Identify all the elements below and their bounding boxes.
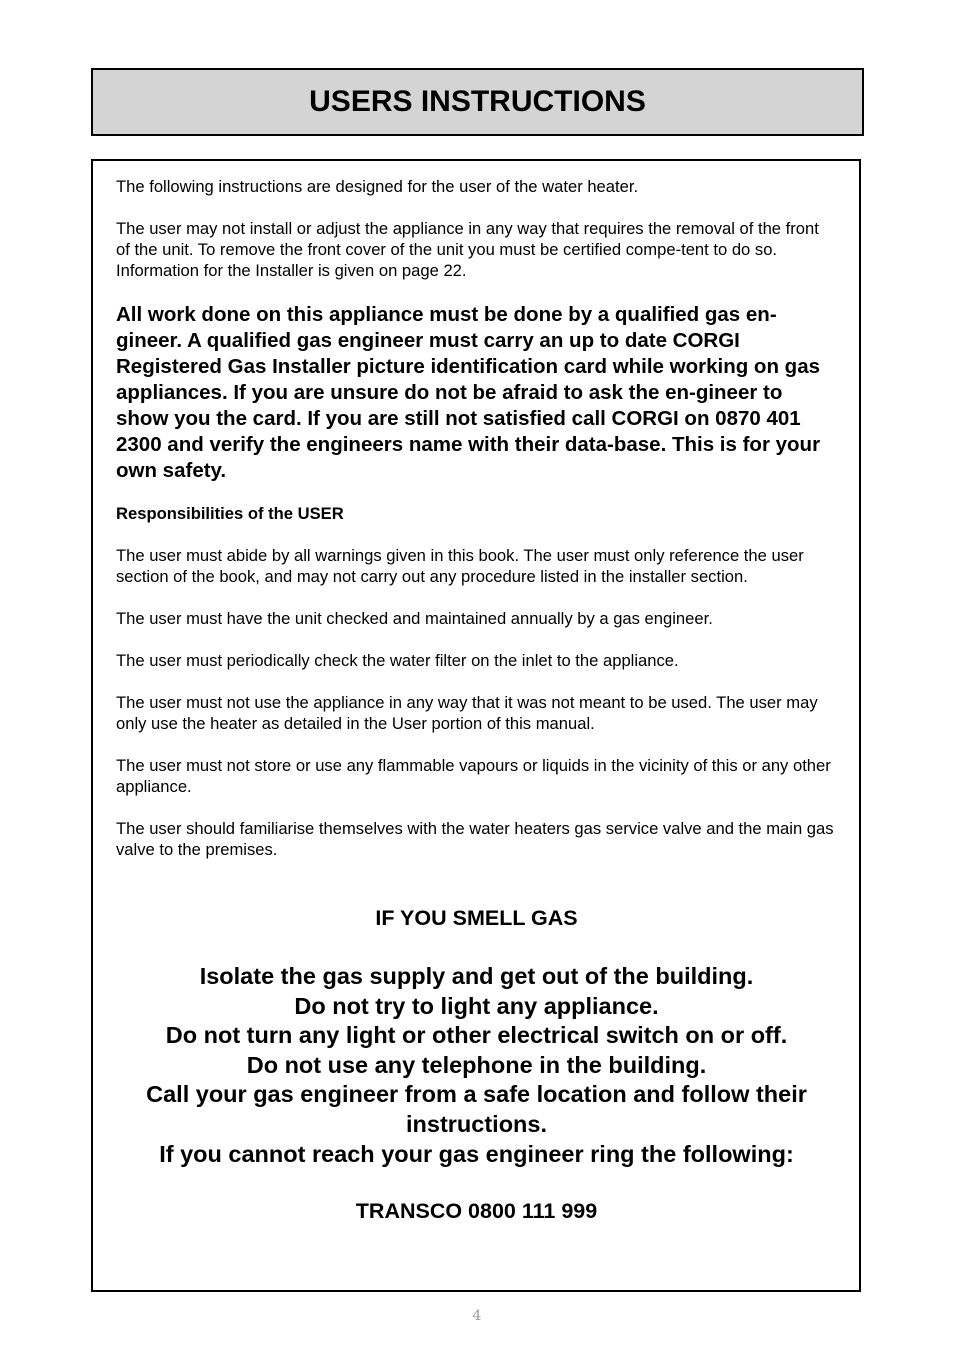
gas-smell-line: Isolate the gas supply and get out of the building. bbox=[199, 963, 754, 989]
responsibilities-heading: Responsibilities of the USER bbox=[116, 504, 344, 523]
qualified-engineer-warning: All work done on this appliance must be done by a qualified gas en-gineer. A qualified gas engineer must carry an up to date CORGI Registered Gas Installer picture identification card while working on gas appliances. If you are unsure do not be afraid to ask the en-gineer to show you the card. If you are still not satisfied call CORGI on 0870 401 2300 and verify the engineers name with their data-base. This is for your own safety. bbox=[116, 303, 821, 482]
responsibility-item: The user must have the unit checked and maintained annually by a gas engineer. bbox=[116, 609, 713, 628]
responsibility-item: The user must not store or use any flammable vapours or liquids in the vicinity of this or any other appliance. bbox=[116, 756, 831, 796]
gas-smell-line: Do not try to light any appliance. bbox=[294, 992, 659, 1019]
install-paragraph: The user may not install or adjust the appliance in any way that requires the removal of the front of the unit. To remove the front cover of the unit you must be certified compe-tent to do so. Information for the Installer is given on page 22. bbox=[116, 219, 819, 280]
gas-smell-line: Call your gas engineer from a safe location and follow their instructions. bbox=[146, 1081, 807, 1137]
gas-smell-title: IF YOU SMELL GAS bbox=[375, 906, 578, 930]
responsibility-item: The user should familiarise themselves with the water heaters gas service valve and the main gas valve to the premises. bbox=[116, 819, 834, 859]
intro-paragraph: The following instructions are designed for the user of the water heater. bbox=[116, 177, 639, 196]
gas-smell-instructions bbox=[116, 962, 837, 1169]
page-title: USERS INSTRUCTIONS bbox=[309, 85, 646, 118]
gas-smell-line: If you cannot reach your gas engineer ring the following: bbox=[159, 1140, 794, 1167]
responsibility-item: The user must abide by all warnings given in this book. The user must only reference the user section of the book, and may not carry out any procedure listed in the installer section. bbox=[116, 546, 804, 586]
gas-smell-line: Do not turn any light or other electrical switch on or off. bbox=[165, 1022, 788, 1049]
responsibility-item: The user must not use the appliance in any way that it was not meant to be used. The user may only use the heater as detailed in the User portion of this manual. bbox=[116, 693, 818, 733]
header-banner bbox=[91, 68, 864, 136]
instructions-panel bbox=[91, 159, 861, 1292]
gas-smell-line: Do not use any telephone in the building. bbox=[246, 1051, 707, 1078]
responsibility-item: The user must periodically check the water filter on the inlet to the appliance. bbox=[116, 651, 679, 670]
emergency-contact: TRANSCO 0800 111 999 bbox=[355, 1199, 598, 1224]
page-number: 4 bbox=[472, 1308, 482, 1324]
